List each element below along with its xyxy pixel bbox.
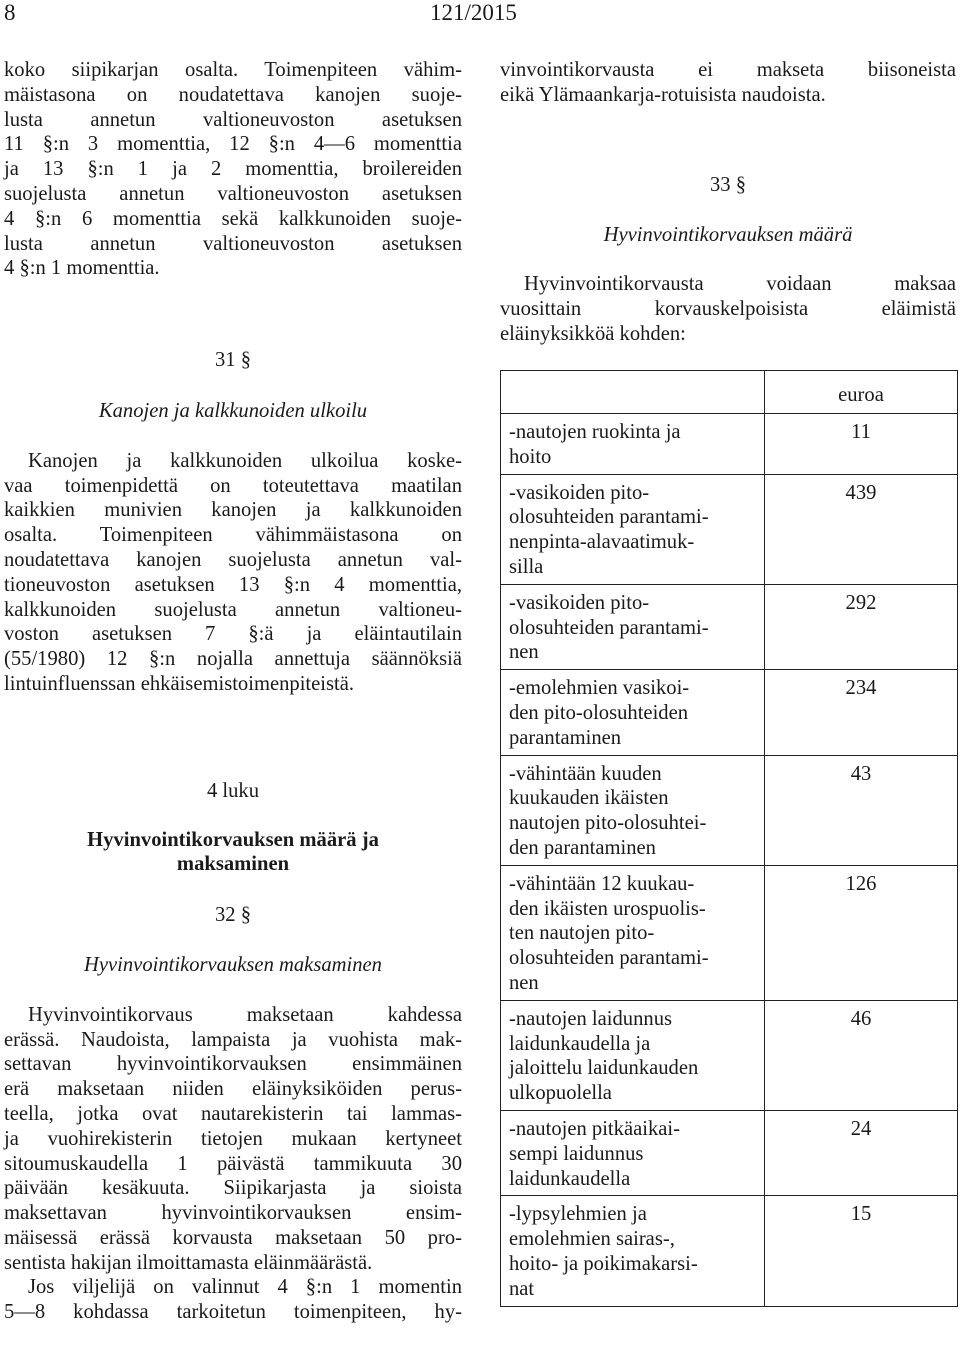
table-row xyxy=(501,1110,958,1195)
row-label-line: hoito xyxy=(509,445,552,468)
section-32-number: 32 § xyxy=(214,904,252,927)
row-label-line: nen xyxy=(509,641,539,664)
row-label-line: nen xyxy=(509,971,539,994)
text-line: erä maksetaan niiden eläinyksiköiden perus- xyxy=(4,1078,462,1101)
row-label-line: -vasikoiden pito- xyxy=(509,591,650,614)
row-label-line: -nautojen laidunnus xyxy=(509,1007,673,1030)
chapter-number: 4 luku xyxy=(206,779,260,802)
text-line: lusta annetun valtioneuvoston asetuksen xyxy=(4,232,462,255)
row-label-line: silla xyxy=(509,555,544,578)
row-label-line: -vähintään kuuden xyxy=(509,762,662,785)
text-line: koko siipikarjan osalta. Toimenpiteen vähim- xyxy=(4,59,462,81)
text-line: osalta. Toimenpiteen vähimmäistasona on xyxy=(4,524,462,547)
section-32-paragraph xyxy=(4,1003,462,1325)
text-line: vinvointikorvausta ei makseta biisoneista xyxy=(500,59,956,81)
row-value: 439 xyxy=(765,474,958,584)
row-value: 292 xyxy=(765,584,958,669)
table-row xyxy=(501,474,958,584)
text-line: Hyvinvointikorvausta voidaan maksaa xyxy=(524,273,956,296)
text-line: Kanojen ja kalkkunoiden ulkoilua koske- xyxy=(28,449,462,472)
table-row xyxy=(501,865,958,1000)
row-label xyxy=(501,414,765,475)
text-line: vuosittain korvauskelpoisista eläimistä xyxy=(500,297,956,320)
chapter-title-line-1: Hyvinvointikorvauksen määrä ja xyxy=(87,828,379,851)
continuation-paragraph xyxy=(500,58,956,108)
row-label-line: laidunkaudella ja xyxy=(509,1032,651,1055)
row-label xyxy=(501,755,765,865)
section-33-number: 33 § xyxy=(709,173,747,196)
compensation-table xyxy=(500,370,958,1307)
text-line: mäistasona on noudatettava kanojen suoje- xyxy=(4,83,462,106)
text-line: settavan hyvinvointikorvauksen ensimmäinen xyxy=(4,1053,462,1076)
text-line: päivään kesäkuuta. Siipikarjasta ja sioista xyxy=(4,1177,462,1200)
row-label-line: emolehmien sairas-, xyxy=(509,1228,675,1251)
row-label-line: den parantaminen xyxy=(509,836,656,859)
row-label-line: -emolehmien vasikoi- xyxy=(509,677,690,700)
right-column xyxy=(500,58,956,347)
row-label xyxy=(501,474,765,584)
row-label xyxy=(501,670,765,755)
text-line: mäisessä erässä korvausta maksetaan 50 pro- xyxy=(4,1226,462,1249)
row-value: 24 xyxy=(765,1110,958,1195)
text-line: 4 §:n 6 momenttia sekä kalkkunoiden suoje- xyxy=(4,207,462,230)
section-31-title: Kanojen ja kalkkunoiden ulkoilu xyxy=(98,399,368,422)
row-value: 126 xyxy=(765,865,958,1000)
row-label-line: ten nautojen pito- xyxy=(509,922,655,945)
text-line: lusta annetun valtioneuvoston asetuksen xyxy=(4,108,462,131)
text-line: sentista hakijan ilmoittamasta eläinmäärästä. xyxy=(4,1251,373,1274)
text-line: (55/1980) 12 §:n nojalla annettuja säännöksiä xyxy=(4,648,462,671)
row-label-line: laidunkaudella xyxy=(509,1167,631,1190)
row-label xyxy=(501,1000,765,1110)
text-line: suojelusta annetun valtioneuvoston asetuksen xyxy=(4,182,462,205)
row-label-line: kuukauden ikäisten xyxy=(509,787,669,810)
row-label-line: nautojen pito-olosuhtei- xyxy=(509,812,707,835)
text-line: kalkkunoiden suojelusta annetun valtioneu- xyxy=(4,598,462,621)
row-label-line: -nautojen ruokinta ja xyxy=(509,421,681,443)
table-header-row xyxy=(501,371,958,414)
section-33-paragraph xyxy=(500,272,956,346)
section-33-title: Hyvinvointikorvauksen määrä xyxy=(603,224,853,247)
row-label-line: ulkopuolella xyxy=(509,1082,612,1105)
table-row xyxy=(501,1000,958,1110)
text-line: lintuinfluenssan ehkäisemistoimenpiteistä. xyxy=(4,672,355,695)
table-row xyxy=(501,670,958,755)
page-number: 8 xyxy=(4,0,16,25)
row-label xyxy=(501,1196,765,1306)
text-line: 5—8 kohdassa tarkoitetun toimenpiteen, hy- xyxy=(4,1301,462,1324)
table-row xyxy=(501,1196,958,1306)
text-line: Hyvinvointikorvaus maksetaan kahdessa xyxy=(28,1003,462,1026)
chapter-title-line-2: maksaminen xyxy=(176,853,290,876)
row-label-line: -lypsylehmien ja xyxy=(509,1203,647,1226)
row-label-line: -vasikoiden pito- xyxy=(509,481,650,504)
text-line: 4 §:n 1 momenttia. xyxy=(4,257,160,280)
text-line: voston asetuksen 7 §:ä ja eläintautilain xyxy=(4,623,462,646)
text-line: kaikkien munivien kanojen ja kalkkunoiden xyxy=(4,499,462,522)
table-header-empty xyxy=(501,371,765,414)
row-label-line: nenpinta-alavaatimuk- xyxy=(509,531,695,554)
text-line: vaa toimenpidettä on toteutettava maatilan xyxy=(4,474,462,497)
row-label-line: olosuhteiden parantami- xyxy=(509,947,709,970)
text-line: Jos viljelijä on valinnut 4 §:n 1 momentin xyxy=(28,1276,462,1299)
section-31-number: 31 § xyxy=(214,349,252,372)
row-label-line: sempi laidunnus xyxy=(509,1142,644,1165)
text-line: ja vuohirekisterin tietojen mukaan kertyneet xyxy=(4,1127,462,1150)
text-line: ja 13 §:n 1 ja 2 momenttia, broilereiden xyxy=(4,158,462,181)
row-label-line: den ikäisten urospuolis- xyxy=(509,897,706,920)
table-row xyxy=(501,584,958,669)
issue-number: 121/2015 xyxy=(430,0,517,25)
row-label-line: den pito-olosuhteiden xyxy=(509,701,689,724)
row-label-line: olosuhteiden parantami- xyxy=(509,616,709,639)
row-label-line: hoito- ja poikimakarsi- xyxy=(509,1252,698,1275)
text-line: maksettavan hyvinvointikorvauksen ensim- xyxy=(4,1202,462,1225)
table-row xyxy=(501,755,958,865)
section-31-paragraph xyxy=(4,449,462,697)
row-label xyxy=(501,584,765,669)
left-column xyxy=(4,58,462,1325)
row-label xyxy=(501,1110,765,1195)
unit-header: euroa xyxy=(765,371,958,414)
intro-paragraph xyxy=(4,58,462,281)
text-line: eläinyksikköä kohden: xyxy=(500,322,686,345)
row-value: 43 xyxy=(765,755,958,865)
section-32-title: Hyvinvointikorvauksen maksaminen xyxy=(84,953,382,976)
text-line: teella, jotka ovat nautarekisterin tai lammas- xyxy=(4,1102,462,1125)
text-line: noudatettava kanojen suojelusta annetun val- xyxy=(4,548,462,571)
table-row xyxy=(501,414,958,475)
row-label-line: -vähintään 12 kuukau- xyxy=(509,872,695,895)
row-value: 234 xyxy=(765,670,958,755)
row-value: 15 xyxy=(765,1196,958,1306)
row-value: 11 xyxy=(765,414,958,475)
text-line: erässä. Naudoista, lampaista ja vuohista mak- xyxy=(4,1028,462,1051)
row-label-line: jaloittelu laidunkauden xyxy=(509,1057,699,1080)
row-label-line: olosuhteiden parantami- xyxy=(509,506,709,529)
row-value: 46 xyxy=(765,1000,958,1110)
row-label-line: parantaminen xyxy=(509,726,622,749)
row-label-line: nat xyxy=(509,1277,535,1300)
text-line: 11 §:n 3 momenttia, 12 §:n 4—6 momenttia xyxy=(4,133,462,156)
text-line: eikä Ylämaankarja-rotuisista naudoista. xyxy=(500,83,826,106)
text-line: sitoumuskaudella 1 päivästä tammikuuta 30 xyxy=(4,1152,462,1175)
text-line: tioneuvoston asetuksen 13 §:n 4 momenttia, xyxy=(4,573,462,596)
row-label xyxy=(501,865,765,1000)
row-label-line: -nautojen pitkäaikai- xyxy=(509,1117,680,1140)
